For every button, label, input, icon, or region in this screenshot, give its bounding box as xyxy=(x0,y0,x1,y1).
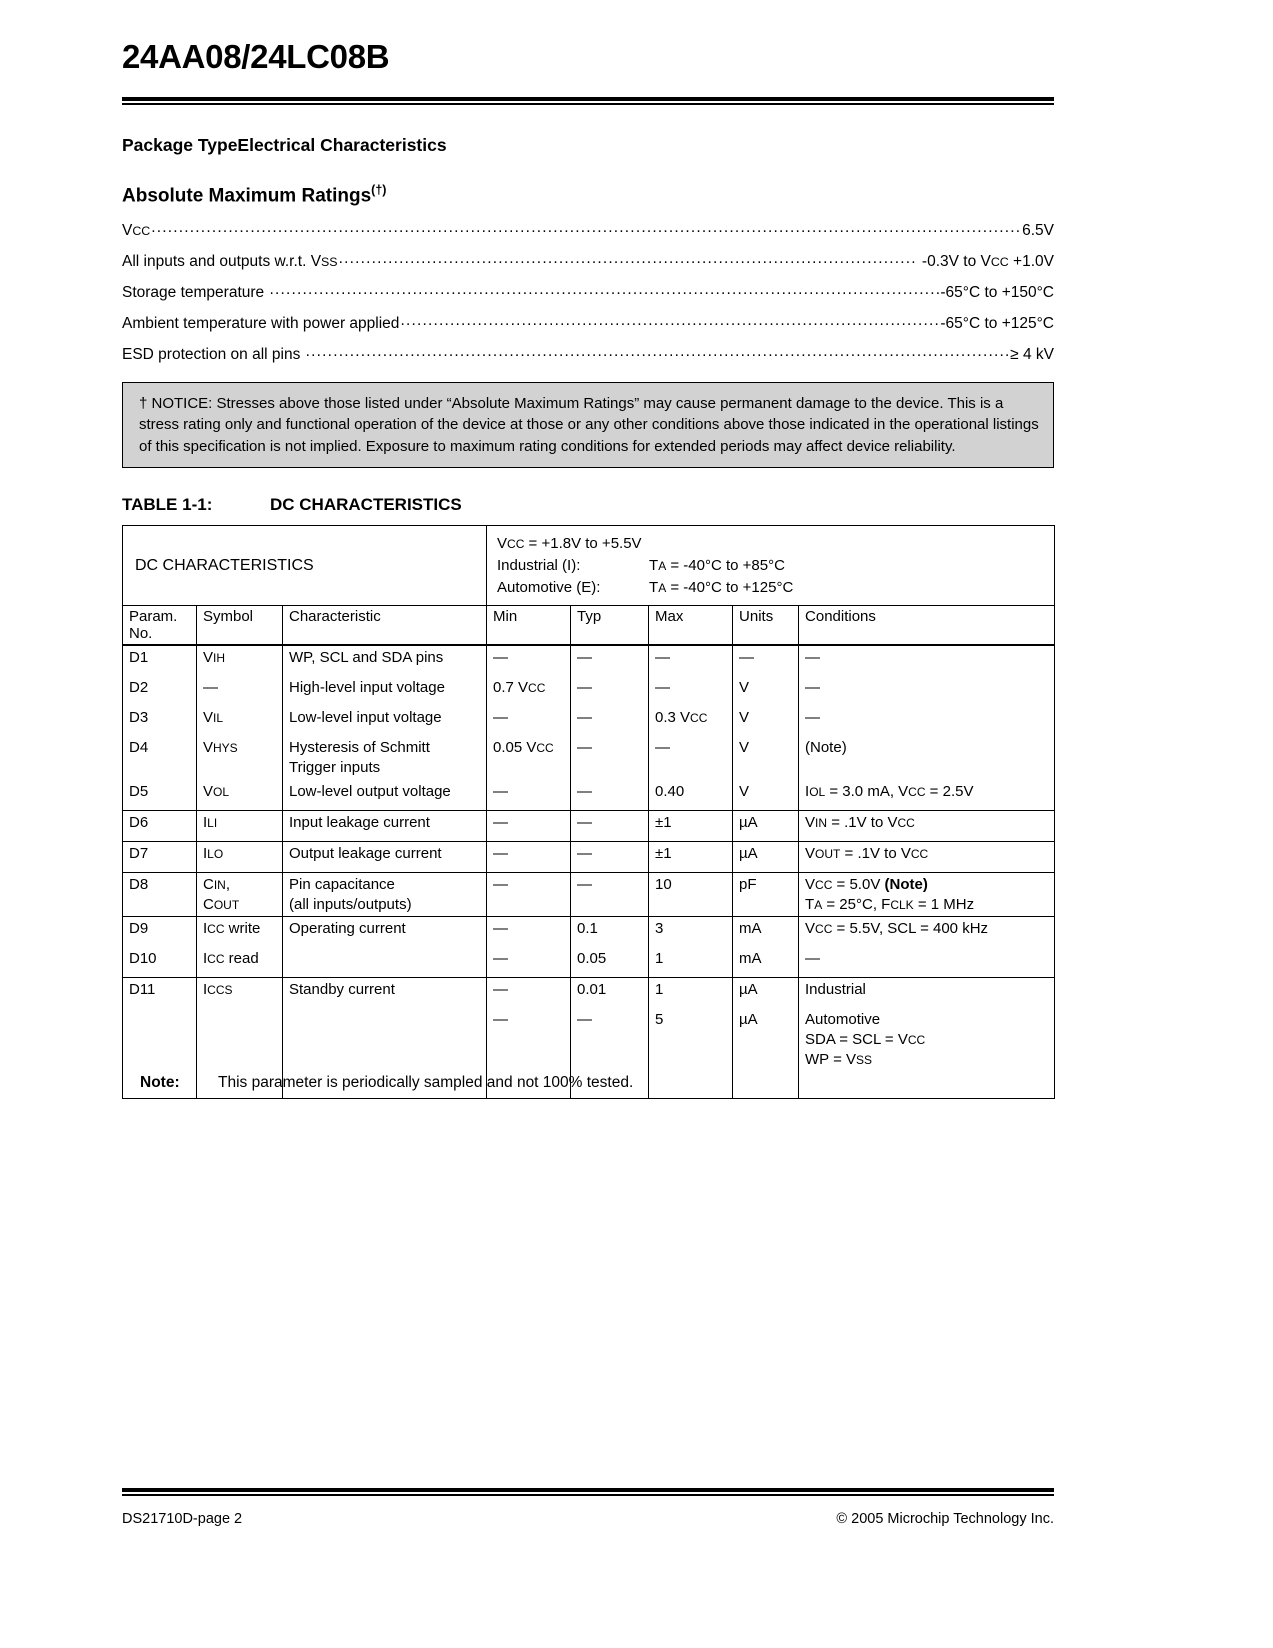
cell-param: D3 xyxy=(123,706,197,736)
cell-symbol: CIN, COUT xyxy=(197,872,283,917)
col-header-max: Max xyxy=(649,606,733,646)
cell-max: — xyxy=(649,676,733,706)
absolute-maximum-ratings-list xyxy=(122,222,1054,377)
cell-param: D6 xyxy=(123,810,197,841)
cell-units: V xyxy=(733,676,799,706)
footer-copyright: © 2005 Microchip Technology Inc. xyxy=(836,1511,1054,1527)
cell-max: 1 xyxy=(649,947,733,978)
cell-symbol: ICCS xyxy=(197,978,283,1009)
cell-typ: 0.05 xyxy=(571,947,649,978)
cell-min: — xyxy=(487,706,571,736)
cell-min: — xyxy=(487,978,571,1009)
table-row xyxy=(123,736,1055,780)
cell-typ: — xyxy=(571,645,649,676)
cell-min: — xyxy=(487,917,571,948)
cell-units: µA xyxy=(733,841,799,872)
cell-max: — xyxy=(649,645,733,676)
cell-param: D11 xyxy=(123,978,197,1009)
col-header-characteristic: Characteristic xyxy=(283,606,487,646)
banner-conditions xyxy=(487,526,1055,606)
cell-max: 1 xyxy=(649,978,733,1009)
cell-conditions: Automotive SDA = SCL = VCC WP = VSS xyxy=(799,1008,1055,1099)
cell-param: D2 xyxy=(123,676,197,706)
rating-label: Storage temperature xyxy=(122,284,269,301)
cell-units: V xyxy=(733,706,799,736)
cell-param: D9 xyxy=(123,917,197,948)
cell-typ: — xyxy=(571,676,649,706)
table-row xyxy=(123,645,1055,676)
cell-typ: — xyxy=(571,780,649,811)
notice-box: † NOTICE: Stresses above those listed under “Absolute Maximum Ratings” may cause permanent damage to the device. This is a stress rating only and functional operation of the device at those or any other conditions above those indicated in the operational listings of this specification is not implied. Exposure to maximum rating conditions for extended periods may affect device reliability. xyxy=(122,382,1054,468)
cell-characteristic xyxy=(283,947,487,978)
banner-vcc-line: VCC = +1.8V to +5.5V xyxy=(497,535,642,552)
cell-param: D1 xyxy=(123,645,197,676)
col-header-conditions: Conditions xyxy=(799,606,1055,646)
table-footnote xyxy=(140,1074,633,1092)
section-heading-package-type: Package TypeElectrical Characteristics xyxy=(122,135,447,155)
banner-industrial-line: Industrial (I): TA = -40°C to +85°C xyxy=(497,556,785,574)
col-header-units: Units xyxy=(733,606,799,646)
cell-characteristic: Low-level output voltage xyxy=(283,780,487,811)
cell-units: — xyxy=(733,645,799,676)
header-rule xyxy=(122,97,1054,105)
col-header-min: Min xyxy=(487,606,571,646)
footnote-text: This parameter is periodically sampled and not 100% tested. xyxy=(218,1074,634,1091)
footer-rule xyxy=(122,1488,1054,1496)
cell-typ: — xyxy=(571,1008,649,1099)
cell-typ: — xyxy=(571,810,649,841)
cell-symbol: VHYS xyxy=(197,736,283,780)
cell-conditions: VCC = 5.0V (Note) TA = 25°C, FCLK = 1 MHz xyxy=(799,872,1055,917)
cell-max: ±1 xyxy=(649,841,733,872)
cell-min: — xyxy=(487,1008,571,1099)
rating-label: ESD protection on all pins xyxy=(122,346,305,363)
cell-conditions: Industrial xyxy=(799,978,1055,1009)
cell-min: 0.05 VCC xyxy=(487,736,571,780)
rating-value: -65°C to +125°C xyxy=(940,315,1054,332)
cell-min: — xyxy=(487,947,571,978)
col-header-typ: Typ xyxy=(571,606,649,646)
cell-conditions: — xyxy=(799,645,1055,676)
cell-min: 0.7 VCC xyxy=(487,676,571,706)
cell-conditions: — xyxy=(799,706,1055,736)
cell-units: µA xyxy=(733,810,799,841)
cell-symbol: — xyxy=(197,676,283,706)
banner-automotive-line: Automotive (E): TA = -40°C to +125°C xyxy=(497,578,794,596)
cell-max: 0.40 xyxy=(649,780,733,811)
table-row xyxy=(123,917,1055,948)
cell-symbol: ICC write xyxy=(197,917,283,948)
cell-conditions: (Note) xyxy=(799,736,1055,780)
cell-max: 5 xyxy=(649,1008,733,1099)
rating-value: -65°C to +150°C xyxy=(940,284,1054,301)
cell-max: ±1 xyxy=(649,810,733,841)
cell-symbol: VIL xyxy=(197,706,283,736)
rating-line xyxy=(122,284,1054,315)
abs-max-heading-text: Absolute Maximum Ratings xyxy=(122,185,372,207)
cell-max: 3 xyxy=(649,917,733,948)
cell-units: V xyxy=(733,780,799,811)
cell-units: mA xyxy=(733,947,799,978)
dot-leader xyxy=(151,219,1021,237)
table-caption xyxy=(122,495,462,515)
cell-units: V xyxy=(733,736,799,780)
table-banner-row xyxy=(123,526,1055,606)
cell-param: D10 xyxy=(123,947,197,978)
footer-document-id: DS21710D-page 2 xyxy=(122,1511,243,1527)
dot-leader xyxy=(306,343,1010,361)
rating-label: All inputs and outputs w.r.t. VSS xyxy=(122,253,338,270)
table-title: DC CHARACTERISTICS xyxy=(270,495,462,514)
section-heading-absolute-maximum-ratings xyxy=(122,183,386,207)
table-row xyxy=(123,810,1055,841)
rating-line xyxy=(122,253,1054,284)
rating-line xyxy=(122,222,1054,253)
cell-conditions: VCC = 5.5V, SCL = 400 kHz xyxy=(799,917,1055,948)
footnote-key: Note: xyxy=(140,1074,180,1091)
rating-value: -0.3V to VCC +1.0V xyxy=(917,253,1054,270)
cell-typ: 0.01 xyxy=(571,978,649,1009)
cell-conditions: VOUT = .1V to VCC xyxy=(799,841,1055,872)
cell-symbol: ILI xyxy=(197,810,283,841)
cell-symbol: VOL xyxy=(197,780,283,811)
cell-characteristic: Output leakage current xyxy=(283,841,487,872)
table-header-row xyxy=(123,606,1055,646)
page-title: 24AA08/24LC08B xyxy=(122,38,390,75)
rating-line xyxy=(122,315,1054,346)
rating-label: Ambient temperature with power applied xyxy=(122,315,400,332)
cell-max: 10 xyxy=(649,872,733,917)
banner-title: DC CHARACTERISTICS xyxy=(123,526,487,606)
table-row xyxy=(123,978,1055,1009)
cell-characteristic: Pin capacitance (all inputs/outputs) xyxy=(283,872,487,917)
cell-min: — xyxy=(487,841,571,872)
rating-value: 6.5V xyxy=(1022,222,1054,239)
dot-leader xyxy=(339,250,917,268)
cell-units: mA xyxy=(733,917,799,948)
col-header-param-no: Param. No. xyxy=(123,606,197,646)
table-row xyxy=(123,676,1055,706)
cell-param: D4 xyxy=(123,736,197,780)
cell-max: — xyxy=(649,736,733,780)
table-row xyxy=(123,706,1055,736)
cell-conditions: VIN = .1V to VCC xyxy=(799,810,1055,841)
cell-typ: — xyxy=(571,841,649,872)
cell-typ: 0.1 xyxy=(571,917,649,948)
table-row xyxy=(123,947,1055,978)
table-row xyxy=(123,780,1055,811)
cell-typ: — xyxy=(571,706,649,736)
cell-conditions: — xyxy=(799,947,1055,978)
cell-min: — xyxy=(487,810,571,841)
cell-symbol: VIH xyxy=(197,645,283,676)
cell-conditions: IOL = 3.0 mA, VCC = 2.5V xyxy=(799,780,1055,811)
cell-typ: — xyxy=(571,736,649,780)
cell-min: — xyxy=(487,872,571,917)
table-number: TABLE 1-1: xyxy=(122,495,213,514)
cell-symbol: ICC read xyxy=(197,947,283,978)
rating-label: VCC xyxy=(122,222,151,239)
table-row xyxy=(123,841,1055,872)
dc-characteristics-table xyxy=(122,525,1055,1099)
cell-max: 0.3 VCC xyxy=(649,706,733,736)
cell-characteristic: Hysteresis of Schmitt Trigger inputs xyxy=(283,736,487,780)
col-header-symbol: Symbol xyxy=(197,606,283,646)
cell-param: D5 xyxy=(123,780,197,811)
rating-value: ≥ 4 kV xyxy=(1010,346,1054,363)
dagger-footnote-marker: (†) xyxy=(371,183,387,197)
table-row xyxy=(123,872,1055,917)
rating-line xyxy=(122,346,1054,377)
cell-min: — xyxy=(487,780,571,811)
cell-min: — xyxy=(487,645,571,676)
cell-characteristic: Standby current xyxy=(283,978,487,1009)
cell-typ: — xyxy=(571,872,649,917)
cell-characteristic: Operating current xyxy=(283,917,487,948)
cell-symbol: ILO xyxy=(197,841,283,872)
cell-characteristic: Input leakage current xyxy=(283,810,487,841)
cell-param: D8 xyxy=(123,872,197,917)
dot-leader xyxy=(400,312,939,330)
cell-units: µA xyxy=(733,1008,799,1099)
cell-units: µA xyxy=(733,978,799,1009)
cell-characteristic: Low-level input voltage xyxy=(283,706,487,736)
cell-characteristic: WP, SCL and SDA pins xyxy=(283,645,487,676)
cell-characteristic: High-level input voltage xyxy=(283,676,487,706)
cell-conditions: — xyxy=(799,676,1055,706)
cell-param: D7 xyxy=(123,841,197,872)
dot-leader xyxy=(269,281,939,299)
cell-units: pF xyxy=(733,872,799,917)
